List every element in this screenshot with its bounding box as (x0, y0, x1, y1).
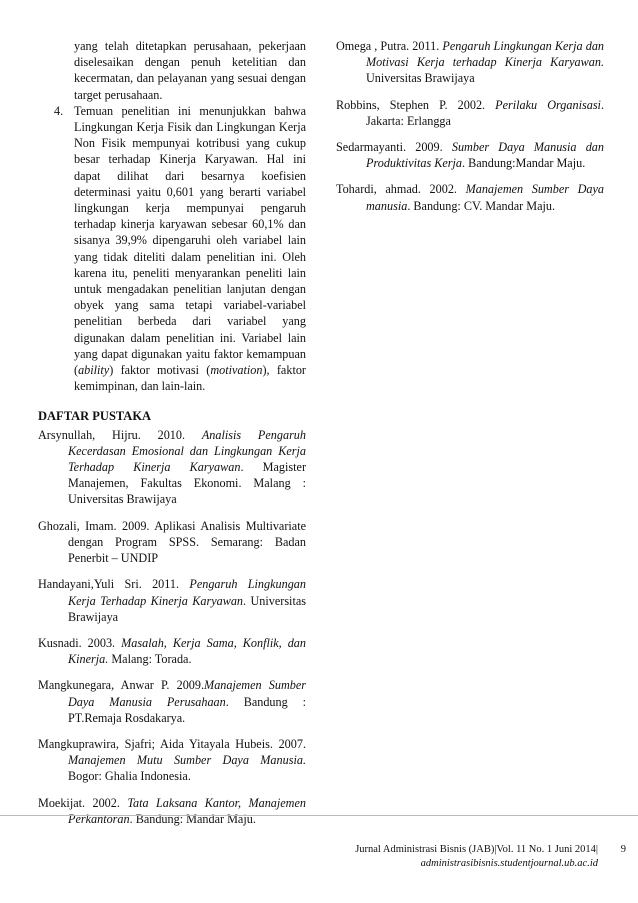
reference-entry: Mangkunegara, Anwar P. 2009.Manajemen Sumber Daya Manusia Perusahaan. Bandung : PT.Remaja Rosdakarya. (38, 678, 306, 725)
footer-divider (0, 815, 638, 816)
item-number: 4. (54, 103, 64, 118)
item-ability: ability (78, 363, 110, 378)
reference-entry: Moekijat. 2002. Tata Laksana Kantor, Manajemen Perkantoran. Bandung: Mandar Maju. (38, 795, 306, 826)
reference-entry: Ghozali, Imam. 2009. Aplikasi Analisis Multivariate dengan Program SPSS. Semarang: Badan Penerbit – UNDIP (38, 518, 306, 566)
item-text-b: ) faktor motivasi ( (109, 363, 211, 378)
reference-entry: Kusnadi. 2003. Masalah, Kerja Sama, Konflik, dan Kinerja. Malang: Torada. (38, 635, 306, 667)
reference-entry: Handayani,Yuli Sri. 2011. Pengaruh Lingkungan Kerja Terhadap Kinerja Karyawan. Universitas Brawijaya (38, 577, 306, 624)
references-heading: DAFTAR PUSTAKA (38, 409, 152, 424)
conclusion-continuation: yang telah ditetapkan perusahaan, pekerjaan diselesaikan dengan penuh ketelitian dan kecermatan, dan pelayanan yang sesuai dengan target perusahaan. (74, 39, 306, 102)
page-footer (296, 843, 626, 871)
reference-entry: Omega , Putra. 2011. Pengaruh Lingkungan Kerja dan Motivasi Kerja terhadap Kinerja Karyawan. Universitas Brawijaya (336, 39, 605, 86)
conclusion-item-4 (54, 103, 306, 395)
reference-entry: Robbins, Stephen P. 2002. Perilaku Organisasi. Jakarta: Erlangga (336, 97, 604, 128)
reference-entry: Sedarmayanti. 2009. Sumber Daya Manusia dan Produktivitas Kerja. Bandung:Mandar Maju. (336, 140, 604, 171)
reference-entry: Arsynullah, Hijru. 2010. Analisis Pengaruh Kecerdasan Emosional dan Lingkungan Kerja Terhadap Kinerja Karyawan. Magister Manajemen, Fakultas Ekonomi. Malang : Universitas Brawijaya (38, 427, 306, 507)
item-text-a: Temuan penelitian ini menunjukkan bahwa Lingkungan Kerja Fisik dan Lingkungan Kerja Non Fisik mempunyai kotribusi yang cukup besar terhadap Kinerja Karyawan. Hal ini dapat dilihat dari besarnya koefisien determinasi yaitu 0,601 yang berarti variabel lingkungan kerja mempunyai pengaruh terhadap kinerja karyawan sebesar 60,1% dan sisanya 39,9% dipengaruhi oleh variabel lain yang tidak diteliti dalam penelitian ini. Oleh karena itu, peneliti menyarankan peneliti lain untuk mengadakan penelitian lanjutan dengan obyek yang sama tetapi variabel-variabel penelitian berbeda dari variabel yang digunakan dalam penelitian ini. Variabel lain yang dapat digunakan yaitu faktor kemampuan ( (74, 103, 306, 378)
left-column (38, 38, 306, 837)
footer-website: administrasibisnis.studentjournal.ub.ac.id (420, 858, 598, 869)
item-motivation: motivation (210, 363, 263, 378)
reference-entry: Tohardi, ahmad. 2002. Manajemen Sumber Daya manusia. Bandung: CV. Mandar Maju. (336, 182, 604, 213)
page-number: 9 (620, 844, 626, 855)
item-text-c: ), faktor kemimpinan, dan lain-lain. (74, 363, 306, 394)
footer-journal: Jurnal Administrasi Bisnis (JAB)|Vol. 11 No. 1 Juni 2014| (355, 844, 598, 855)
right-column (336, 38, 604, 224)
reference-entry: Mangkuprawira, Sjafri; Aida Yitayala Hubeis. 2007. Manajemen Mutu Sumber Daya Manusia. Bogor: Ghalia Indonesia. (38, 736, 306, 784)
